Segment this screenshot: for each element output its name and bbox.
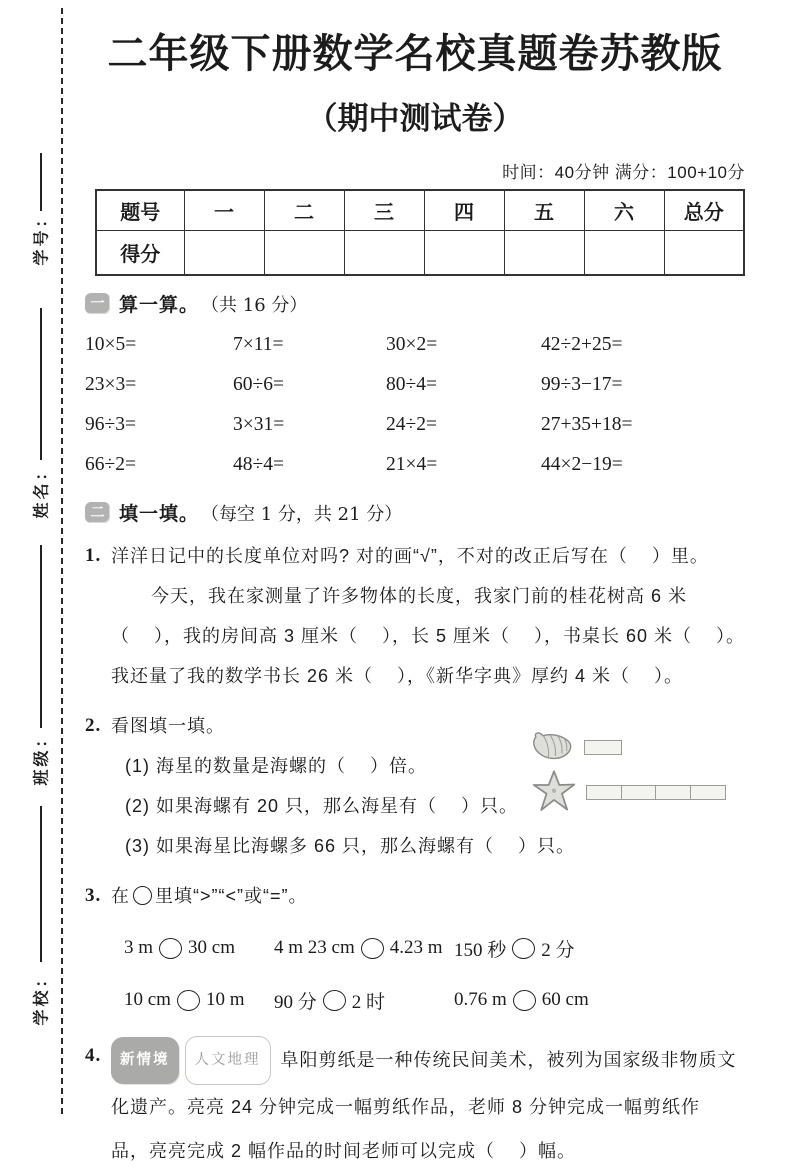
- q3-title-after: 里填“>”“<”或“=”。: [155, 886, 308, 906]
- question-text-line: 洋洋日记中的长度单位对吗? 对的画“√”，不对的改正后写在（ ）里。: [111, 546, 709, 566]
- question-text-line: [111, 876, 745, 916]
- comparison-left: 3 m: [124, 937, 154, 958]
- sea-diagram: [531, 730, 743, 814]
- time-score-info: 时间：40分钟 满分：100+10分: [502, 163, 745, 182]
- unit-box: [690, 785, 726, 800]
- field-class: 班级：: [33, 728, 51, 786]
- math-problem: 42÷2+25=: [541, 334, 623, 355]
- dashed-divider: [61, 8, 63, 1114]
- question-number: 2.: [85, 715, 102, 736]
- math-problem: 48÷4=: [233, 454, 284, 475]
- section-number-badge: 二: [85, 502, 110, 523]
- calculation-problems: [85, 325, 745, 485]
- starfish-icon: [531, 770, 577, 814]
- score-table-header-cell: 总分: [664, 190, 744, 230]
- comparison-circle: [512, 938, 535, 959]
- comparison-right: 60 cm: [541, 989, 589, 1010]
- math-problem: 66÷2=: [85, 454, 136, 475]
- score-cell: [504, 230, 584, 275]
- field-school: 学校：: [33, 968, 51, 1026]
- comparison-item: [124, 974, 274, 1026]
- score-table-header-cell: 一: [184, 190, 264, 230]
- math-problem: 10×5=: [85, 334, 137, 355]
- unit-box: [621, 785, 657, 800]
- question-number: 3.: [85, 885, 102, 906]
- blank-line: [40, 545, 42, 728]
- question-4: [85, 1036, 745, 1173]
- comparison-item: [124, 922, 274, 974]
- section-two-points: （每空 1 分，共 21 分）: [201, 503, 403, 525]
- question-2: [85, 706, 745, 866]
- score-table-header-cell: 五: [504, 190, 584, 230]
- question-number: 4.: [85, 1045, 102, 1066]
- comparison-right: 4.23 m: [389, 937, 443, 958]
- score-table-corner: 题号: [96, 190, 184, 230]
- comparison-right: 30 cm: [188, 937, 235, 958]
- score-cell: [664, 230, 744, 275]
- topic-badge: 人文地理: [185, 1036, 271, 1085]
- comparison-left: 10 cm: [124, 989, 171, 1010]
- math-problem: 24÷2=: [386, 414, 437, 435]
- field-name: 姓名：: [33, 461, 51, 519]
- score-row-label: 得分: [96, 230, 184, 275]
- paper-subtitle: （期中测试卷）: [306, 101, 524, 136]
- question-sub-item: (3) 如果海星比海螺多 66 只，那么海螺有（ ）只。: [125, 836, 576, 856]
- comparison-circle: [177, 990, 200, 1011]
- question-text-line: 化遗产。亮亮 24 分钟完成一幅剪纸作品，老师 8 分钟完成一幅剪纸作: [111, 1097, 701, 1117]
- math-problem: 80÷4=: [386, 374, 437, 395]
- comparison-grid: [111, 922, 745, 1026]
- comparison-left: 150 秒: [454, 939, 507, 961]
- question-1: [85, 536, 745, 696]
- conch-icon: [531, 730, 575, 764]
- score-cell: [184, 230, 264, 275]
- q3-title-before: 在: [111, 886, 130, 906]
- question-text-line: 品，亮亮完成 2 幅作品的时间老师可以完成（ ）幅。: [111, 1141, 577, 1161]
- circle-blank-icon: [133, 886, 152, 905]
- comparison-item: [454, 974, 745, 1026]
- section-one-title: 算一算。: [119, 295, 200, 316]
- math-problem: 27+35+18=: [541, 414, 633, 435]
- comparison-right: 10 m: [205, 989, 245, 1010]
- comparison-left: 4 m 23 cm: [274, 937, 355, 958]
- unit-box: [655, 785, 691, 800]
- math-problem: 96÷3=: [85, 414, 136, 435]
- question-text-line: （ ），我的房间高 3 厘米（ ），长 5 厘米（ ），书桌长 60 米（ ）。: [111, 626, 746, 646]
- scenario-badge: 新情境: [111, 1037, 179, 1084]
- score-table-header-row: [96, 190, 744, 230]
- math-problem: 44×2−19=: [541, 454, 623, 475]
- score-cell: [264, 230, 344, 275]
- question-text-line: 今天，我在家测量了许多物体的长度，我家门前的桂花树高 6 米: [151, 586, 688, 606]
- paper-content: [85, 0, 745, 1173]
- unit-box: [584, 740, 622, 755]
- blank-line: [40, 806, 42, 962]
- section-one-points: （共 16 分）: [201, 294, 308, 316]
- comparison-circle: [159, 938, 182, 959]
- comparison-item: [274, 922, 454, 974]
- conch-row: [531, 730, 743, 764]
- section-two-title: 填一填。: [119, 504, 200, 525]
- question-text-line: [111, 1036, 745, 1085]
- score-cell: [584, 230, 664, 275]
- question-3: [85, 876, 745, 1026]
- question-text: 阜阳剪纸是一种传统民间美术，被列为国家级非物质文: [280, 1050, 737, 1070]
- comparison-item: [454, 922, 745, 974]
- score-table-header-cell: 三: [344, 190, 424, 230]
- score-table-header-cell: 二: [264, 190, 344, 230]
- blank-line: [40, 308, 42, 460]
- question-text-line: 我还量了我的数学书长 26 米（ ），《新华字典》厚约 4 米（ ）。: [111, 666, 684, 686]
- paper-title: 二年级下册数学名校真题卷苏教版: [107, 32, 723, 76]
- starfish-row: [531, 770, 743, 814]
- comparison-left: 0.76 m: [454, 989, 507, 1010]
- comparison-right: 2 时: [351, 991, 386, 1013]
- math-problem: 60÷6=: [233, 374, 284, 395]
- score-cell: [344, 230, 424, 275]
- question-sub-item: (2) 如果海螺有 20 只，那么海星有（ ）只。: [125, 796, 519, 816]
- comparison-circle: [323, 990, 346, 1011]
- math-problem: 3×31=: [233, 414, 285, 435]
- score-table: [95, 189, 745, 276]
- section-number-badge: 一: [85, 293, 110, 314]
- comparison-circle: [513, 990, 536, 1011]
- question-sub-item: (1) 海星的数量是海螺的（ ）倍。: [125, 756, 428, 776]
- score-table-header-cell: 四: [424, 190, 504, 230]
- math-problem: 7×11=: [233, 334, 284, 355]
- unit-box: [586, 785, 622, 800]
- comparison-item: [274, 974, 454, 1026]
- math-problem: 30×2=: [386, 334, 438, 355]
- score-cell: [424, 230, 504, 275]
- comparison-right: 2 分: [541, 939, 575, 961]
- score-table-score-row: [96, 230, 744, 275]
- math-problem: 99÷3−17=: [541, 374, 623, 395]
- score-table-header-cell: 六: [584, 190, 664, 230]
- comparison-left: 90 分: [274, 991, 317, 1013]
- field-student-id: 学号：: [33, 208, 51, 266]
- question-number: 1.: [85, 545, 102, 566]
- section-one-header: [85, 290, 745, 317]
- comparison-circle: [361, 938, 384, 959]
- math-problem: 21×4=: [386, 454, 438, 475]
- blank-line: [40, 153, 42, 211]
- question-text-line: 看图填一填。: [111, 716, 225, 736]
- section-two-header: [85, 499, 745, 526]
- math-problem: 23×3=: [85, 374, 137, 395]
